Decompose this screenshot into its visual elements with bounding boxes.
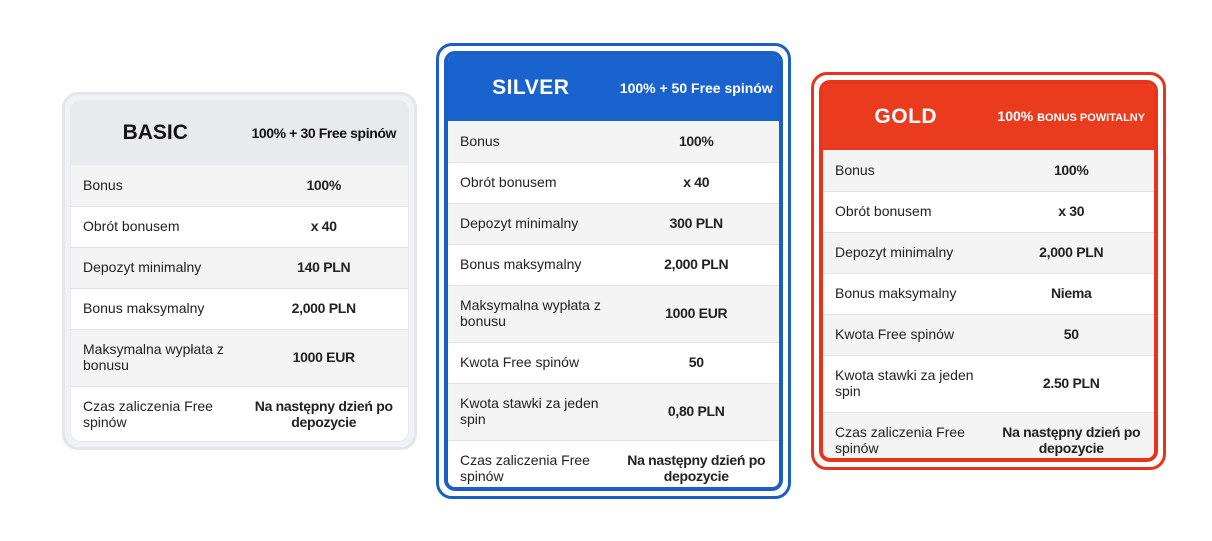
table-row	[71, 386, 408, 442]
plan-name: SILVER	[492, 76, 570, 99]
row-label: Depozyt minimalny	[823, 232, 989, 273]
table-row	[823, 232, 1154, 273]
plan-card-frame	[444, 51, 783, 491]
row-label: Bonus maksymalny	[71, 288, 240, 329]
table-row	[448, 285, 779, 342]
row-label: Obrót bonusem	[71, 206, 240, 247]
table-row	[823, 273, 1154, 314]
row-label: Bonus maksymalny	[823, 273, 989, 314]
plan-card-silver[interactable]	[436, 43, 791, 499]
table-row	[448, 121, 779, 162]
row-label: Bonus	[823, 150, 989, 191]
row-label: Depozyt minimalny	[71, 247, 240, 288]
row-value: 2,000 PLN	[240, 288, 409, 329]
plan-details-table	[823, 150, 1154, 462]
row-value: Na następny dzień po depozycie	[989, 412, 1155, 462]
row-value: 50	[614, 342, 780, 383]
row-label: Bonus	[448, 121, 614, 162]
row-value: 2,000 PLN	[614, 244, 780, 285]
plan-details-table	[448, 121, 779, 491]
table-row	[448, 162, 779, 203]
row-label: Czas zaliczenia Free spinów	[71, 386, 240, 442]
row-label: Maksymalna wypłata z bonusu	[448, 285, 614, 342]
plan-card-frame	[70, 100, 409, 442]
plan-offer: 100% + 30 Free spinów	[251, 124, 396, 141]
plan-header	[71, 101, 408, 165]
row-label: Czas zaliczenia Free spinów	[448, 440, 614, 491]
plan-header	[448, 55, 779, 121]
plan-details-table	[71, 165, 408, 442]
row-label: Maksymalna wypłata z bonusu	[71, 329, 240, 386]
plan-card-frame	[819, 80, 1158, 462]
table-row	[823, 150, 1154, 191]
table-row	[71, 206, 408, 247]
row-value: x 40	[240, 206, 409, 247]
table-row	[448, 244, 779, 285]
row-label: Kwota Free spinów	[448, 342, 614, 383]
row-label: Czas zaliczenia Free spinów	[823, 412, 989, 462]
table-row	[823, 314, 1154, 355]
row-label: Obrót bonusem	[823, 191, 989, 232]
row-value: Niema	[989, 273, 1155, 314]
offer-main: 100%	[997, 108, 1034, 125]
row-label: Bonus	[71, 165, 240, 206]
row-value: Na następny dzień po depozycie	[614, 440, 780, 491]
table-row	[448, 383, 779, 440]
plan-card-basic[interactable]	[62, 92, 417, 450]
plan-name: GOLD	[874, 105, 938, 128]
plan-offer: 100% + 50 Free spinów	[619, 79, 773, 96]
plan-header	[823, 84, 1154, 150]
row-label: Bonus maksymalny	[448, 244, 614, 285]
table-row	[448, 440, 779, 491]
plan-name: BASIC	[122, 121, 188, 144]
row-value: 100%	[240, 165, 409, 206]
table-row	[71, 329, 408, 386]
row-value: 2.50 PLN	[989, 355, 1155, 412]
row-value: 0,80 PLN	[614, 383, 780, 440]
row-label: Obrót bonusem	[448, 162, 614, 203]
table-row	[823, 412, 1154, 462]
plan-card-gold[interactable]	[811, 72, 1166, 470]
row-value: 1000 EUR	[240, 329, 409, 386]
table-row	[823, 355, 1154, 412]
row-label: Depozyt minimalny	[448, 203, 614, 244]
row-value: x 40	[614, 162, 780, 203]
row-value: 140 PLN	[240, 247, 409, 288]
table-row	[71, 165, 408, 206]
row-label: Kwota Free spinów	[823, 314, 989, 355]
offer-small: BONUS POWITALNY	[1037, 112, 1146, 125]
row-value: 300 PLN	[614, 203, 780, 244]
row-label: Kwota stawki za jeden spin	[823, 355, 989, 412]
row-value: 2,000 PLN	[989, 232, 1155, 273]
row-value: Na następny dzień po depozycie	[240, 386, 409, 442]
row-value: x 30	[989, 191, 1155, 232]
table-row	[823, 191, 1154, 232]
table-row	[71, 247, 408, 288]
row-value: 50	[989, 314, 1155, 355]
row-label: Kwota stawki za jeden spin	[448, 383, 614, 440]
table-row	[71, 288, 408, 329]
row-value: 1000 EUR	[614, 285, 780, 342]
row-value: 100%	[989, 150, 1155, 191]
table-row	[448, 203, 779, 244]
row-value: 100%	[614, 121, 780, 162]
table-row	[448, 342, 779, 383]
plan-offer	[989, 109, 1155, 125]
